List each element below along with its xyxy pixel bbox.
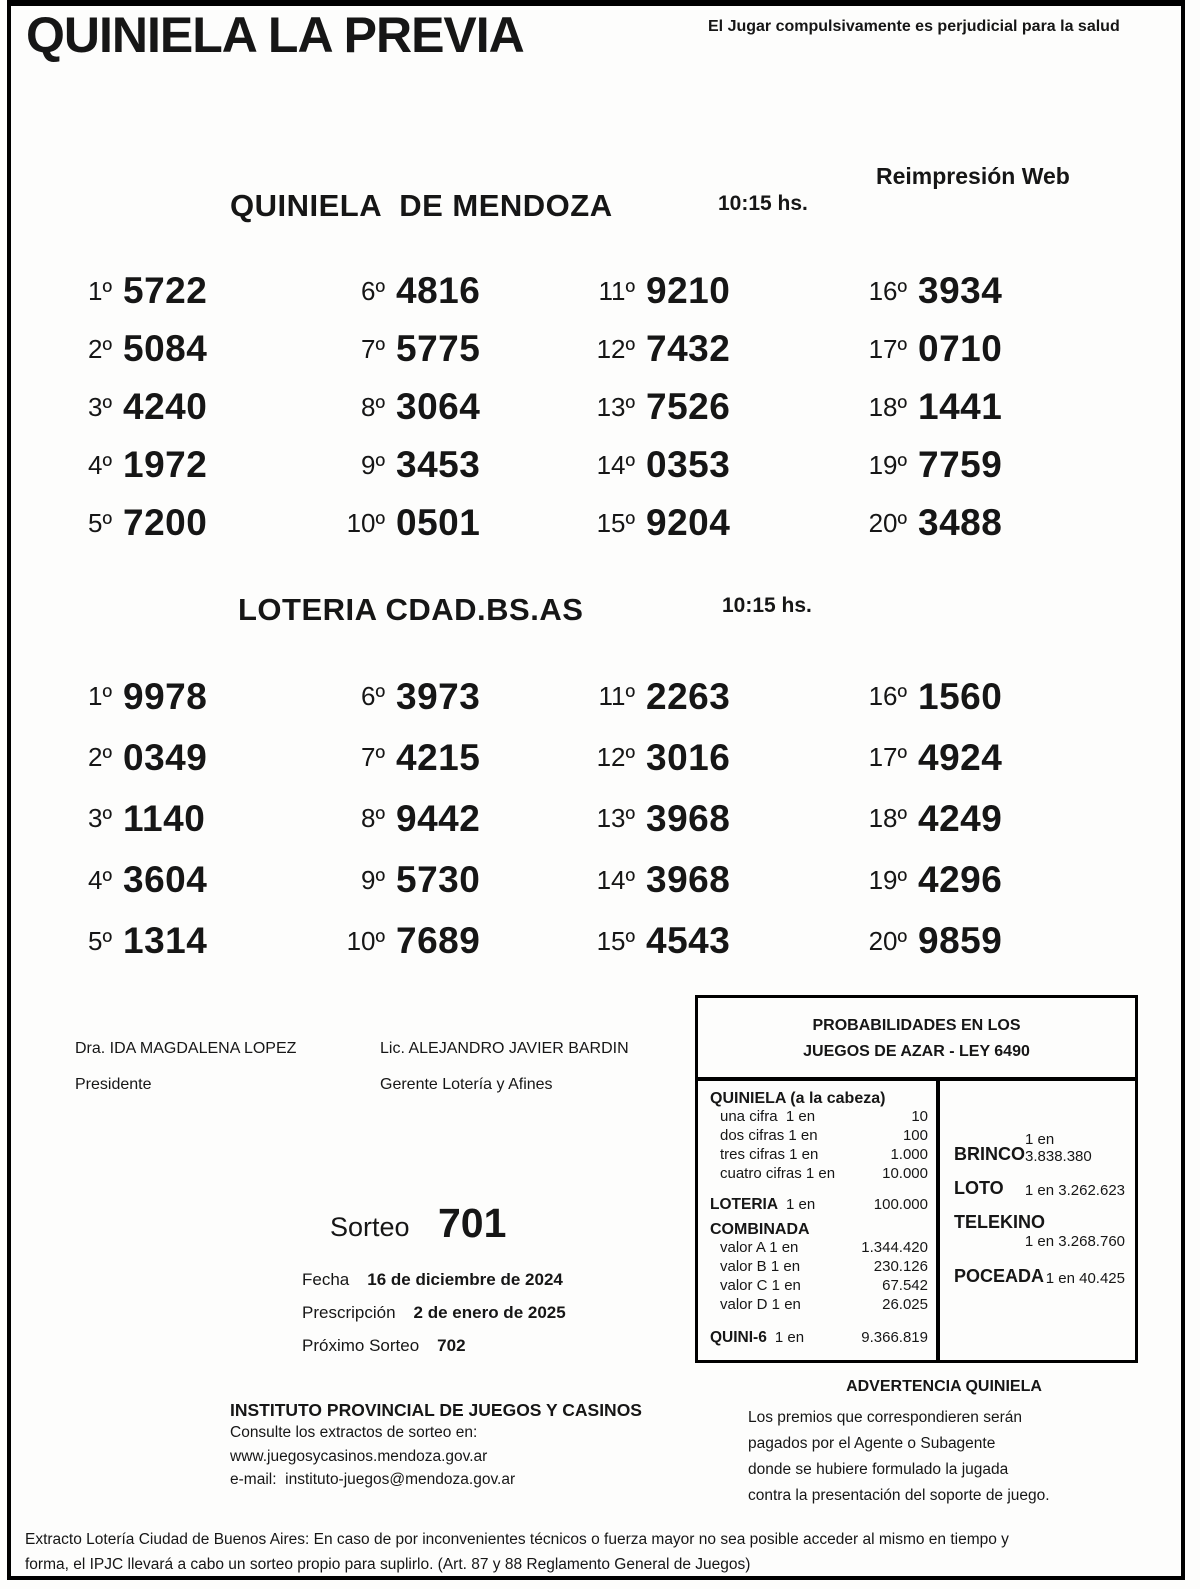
result-position: 17º	[868, 742, 907, 773]
result-item	[335, 378, 585, 436]
probability-label: valor A 1 en	[720, 1238, 799, 1256]
probability-label: valor D 1 en	[720, 1295, 801, 1313]
draw-time-bsas: 10:15 hs.	[722, 594, 812, 617]
result-position: 15º	[596, 925, 635, 956]
brinco-row	[954, 1131, 1125, 1165]
prescripcion-label: Prescripción	[302, 1303, 396, 1322]
result-position: 5º	[88, 925, 112, 956]
section-title-bsas: LOTERIA CDAD.BS.AS	[238, 592, 584, 627]
result-item	[62, 911, 335, 972]
poceada-label: POCEADA	[954, 1266, 1045, 1287]
result-item	[585, 320, 857, 378]
result-position: 6º	[361, 681, 385, 712]
result-item	[335, 666, 585, 727]
results-grid-mendoza	[62, 262, 1152, 552]
probability-label: una cifra 1 en	[720, 1108, 816, 1126]
combinada-header: COMBINADA	[710, 1220, 810, 1238]
draw-time-mendoza: 10:15 hs.	[718, 192, 808, 215]
loteria-probability-row	[710, 1195, 928, 1215]
result-item	[335, 850, 585, 911]
sorteo-number: 701	[438, 1200, 507, 1246]
result-position: 8º	[361, 391, 385, 422]
footer-note	[25, 1528, 1165, 1578]
probability-label: valor B 1 en	[720, 1257, 801, 1275]
institute-consult-line: Consulte los extractos de sorteo en:	[230, 1424, 478, 1441]
result-number: 4296	[918, 859, 1003, 901]
result-position: 8º	[361, 803, 385, 834]
advertencia-block	[748, 1378, 1140, 1509]
brinco-label: BRINCO	[954, 1144, 1025, 1165]
result-position: 14º	[596, 864, 635, 895]
result-number: 4215	[396, 736, 481, 778]
result-item	[62, 494, 335, 552]
institute-website: www.juegosycasinos.mendoza.gov.ar	[230, 1447, 488, 1465]
result-number: 1314	[123, 920, 208, 962]
result-item	[857, 436, 1152, 494]
result-item	[585, 494, 857, 552]
result-number: 9859	[918, 920, 1003, 962]
result-item	[62, 788, 335, 849]
result-item	[62, 436, 335, 494]
result-item	[585, 666, 857, 727]
result-number: 3453	[396, 444, 481, 485]
loto-value: 1 en 3.262.623	[1024, 1182, 1125, 1200]
result-item	[335, 320, 585, 378]
president-name: Dra. IDA MAGDALENA LOPEZ	[75, 1040, 297, 1057]
result-position: 2º	[88, 742, 112, 773]
result-number: 4249	[918, 797, 1003, 839]
result-number: 1140	[123, 797, 206, 839]
fecha-value: 16 de diciembre de 2024	[367, 1270, 563, 1289]
result-number: 3604	[123, 859, 208, 901]
result-number: 0349	[123, 736, 208, 778]
probability-row	[710, 1127, 928, 1146]
result-position: 15º	[596, 507, 635, 538]
probability-value: 10.000	[882, 1164, 928, 1182]
result-number: 5084	[123, 328, 208, 369]
result-number: 9978	[123, 675, 208, 717]
fecha-label: Fecha	[302, 1270, 350, 1289]
result-position: 5º	[88, 507, 112, 538]
loteria-value: 100.000	[873, 1195, 928, 1213]
quini6-value: 9.366.819	[861, 1329, 928, 1347]
result-item	[335, 911, 585, 972]
probability-label: dos cifras 1 en	[720, 1127, 818, 1145]
result-number: 2263	[646, 675, 731, 717]
result-item	[335, 494, 585, 552]
page-title: QUINIELA LA PREVIA	[26, 7, 524, 63]
prescripcion-row	[302, 1303, 566, 1323]
result-item	[585, 378, 857, 436]
result-item	[857, 378, 1152, 436]
advertencia-line: contra la presentación del soporte de juego.	[748, 1487, 1050, 1505]
result-item	[62, 850, 335, 911]
result-item	[857, 727, 1152, 788]
result-position: 11º	[598, 681, 635, 712]
poceada-row	[954, 1266, 1125, 1287]
section-title-mendoza: QUINIELA DE MENDOZA	[230, 188, 613, 223]
advertencia-line: pagados por el Agente o Subagente	[748, 1435, 996, 1453]
probability-value: 67.542	[882, 1276, 928, 1294]
result-item	[62, 727, 335, 788]
result-number: 5722	[123, 270, 208, 311]
probability-row	[710, 1239, 928, 1258]
results-grid-bsas	[62, 666, 1152, 972]
result-position: 6º	[361, 275, 385, 306]
result-number: 0353	[646, 444, 731, 485]
result-position: 16º	[868, 681, 907, 712]
loteria-label: LOTERIA	[710, 1195, 779, 1213]
result-position: 12º	[596, 333, 635, 364]
telekino-label: TELEKINO	[954, 1212, 1046, 1233]
result-position: 9º	[361, 449, 385, 480]
result-item	[62, 666, 335, 727]
result-item	[585, 911, 857, 972]
result-number: 4816	[396, 270, 481, 311]
probability-row	[710, 1108, 928, 1127]
probability-label: tres cifras 1 en	[720, 1145, 819, 1163]
result-item	[585, 727, 857, 788]
probability-value: 1.000	[890, 1145, 928, 1163]
manager-name: Lic. ALEJANDRO JAVIER BARDIN	[380, 1040, 629, 1057]
result-position: 1º	[88, 681, 112, 712]
probability-row	[710, 1277, 928, 1296]
quini6-label: QUINI-6	[710, 1329, 767, 1347]
email-label: e-mail:	[230, 1471, 277, 1489]
probability-label: valor C 1 en	[720, 1276, 801, 1294]
loto-row	[954, 1178, 1125, 1199]
result-position: 13º	[596, 391, 635, 422]
result-item	[62, 262, 335, 320]
probability-row	[710, 1296, 928, 1315]
result-number: 9442	[396, 797, 481, 839]
result-item	[335, 262, 585, 320]
result-number: 1972	[123, 444, 208, 485]
loteria-mid: 1 en	[786, 1195, 816, 1213]
result-number: 3968	[646, 859, 731, 901]
brinco-value: 1 en 3.838.380	[1025, 1131, 1092, 1166]
result-item	[857, 850, 1152, 911]
result-number: 5775	[396, 328, 481, 369]
result-position: 11º	[598, 275, 635, 306]
result-position: 20º	[868, 507, 907, 538]
result-position: 13º	[596, 803, 635, 834]
result-number: 4240	[123, 386, 208, 427]
probabilities-title-line2: JUEGOS DE AZAR - LEY 6490	[803, 1042, 1030, 1060]
loto-label: LOTO	[954, 1178, 1004, 1199]
probabilities-title	[698, 998, 1135, 1081]
result-number: 3016	[646, 736, 731, 778]
result-item	[857, 666, 1152, 727]
proximo-sorteo-label: Próximo Sorteo	[302, 1336, 420, 1355]
result-position: 4º	[88, 864, 112, 895]
probabilities-body	[698, 1081, 1135, 1360]
result-number: 1560	[918, 675, 1003, 717]
footer-line: Extracto Lotería Ciudad de Buenos Aires: En caso de por inconvenientes técnicos o fuerza mayor no sea posible acceder al mismo en tiempo y	[25, 1531, 1009, 1548]
result-item	[857, 494, 1152, 552]
result-item	[585, 436, 857, 494]
result-position: 1º	[88, 275, 112, 306]
result-item	[585, 262, 857, 320]
result-position: 14º	[596, 449, 635, 480]
result-position: 18º	[868, 391, 907, 422]
result-number: 4543	[646, 920, 731, 962]
institute-name: INSTITUTO PROVINCIAL DE JUEGOS Y CASINOS	[230, 1400, 642, 1420]
health-warning-text: El Jugar compulsivamente es perjudicial para la salud	[708, 18, 1120, 35]
result-item	[335, 727, 585, 788]
result-number: 3973	[396, 675, 481, 717]
result-number: 4924	[918, 736, 1003, 778]
probabilities-left-column	[698, 1081, 940, 1360]
result-number: 3064	[396, 386, 481, 427]
result-number: 9210	[646, 270, 731, 311]
result-position: 4º	[88, 449, 112, 480]
result-position: 18º	[868, 803, 907, 834]
probabilities-box	[695, 995, 1138, 1363]
result-item	[857, 320, 1152, 378]
probability-row	[710, 1165, 928, 1184]
probability-row	[710, 1258, 928, 1277]
probability-value: 26.025	[882, 1295, 928, 1313]
result-item	[62, 320, 335, 378]
result-position: 20º	[868, 925, 907, 956]
result-position: 17º	[868, 333, 907, 364]
result-number: 3934	[918, 270, 1003, 311]
president-role: Presidente	[75, 1076, 152, 1093]
probability-value: 100	[902, 1127, 928, 1145]
result-position: 19º	[868, 449, 907, 480]
result-position: 16º	[868, 275, 907, 306]
result-item	[857, 262, 1152, 320]
result-number: 3968	[646, 797, 731, 839]
result-position: 10º	[346, 507, 385, 538]
result-item	[857, 788, 1152, 849]
probability-value: 10	[911, 1108, 928, 1126]
result-position: 10º	[346, 925, 385, 956]
fecha-row	[302, 1270, 563, 1290]
proximo-sorteo-value: 702	[437, 1336, 466, 1355]
poceada-value: 1 en 40.425	[1045, 1270, 1125, 1288]
result-number: 1441	[918, 386, 1003, 427]
quiniela-header: QUINIELA (a la cabeza)	[710, 1090, 886, 1108]
probability-row	[710, 1146, 928, 1165]
probability-value: 1.344.420	[861, 1238, 928, 1256]
result-number: 7200	[123, 502, 208, 543]
result-position: 19º	[868, 864, 907, 895]
probabilities-title-line1: PROBABILIDADES EN LOS	[812, 1017, 1021, 1034]
result-position: 7º	[361, 333, 385, 364]
result-position: 3º	[88, 391, 112, 422]
quini6-probability-row	[710, 1328, 928, 1348]
result-item	[585, 788, 857, 849]
result-number: 9204	[646, 502, 731, 543]
result-position: 9º	[361, 864, 385, 895]
probability-value: 230.126	[873, 1257, 928, 1275]
telekino-value: 1 en 3.268.760	[1024, 1233, 1125, 1251]
result-item	[585, 850, 857, 911]
result-position: 12º	[596, 742, 635, 773]
result-number: 7526	[646, 386, 731, 427]
prescripcion-value: 2 de enero de 2025	[413, 1303, 566, 1322]
result-item	[62, 378, 335, 436]
result-number: 0710	[918, 328, 1003, 369]
result-position: 7º	[361, 742, 385, 773]
sorteo-label: Sorteo	[330, 1212, 410, 1242]
result-number: 3488	[918, 502, 1003, 543]
institute-email-row	[230, 1468, 642, 1492]
reprint-web-label: Reimpresión Web	[876, 163, 1070, 189]
advertencia-title: ADVERTENCIA QUINIELA	[846, 1378, 1042, 1395]
institute-block	[230, 1400, 642, 1492]
result-number: 7759	[918, 444, 1003, 485]
quini6-mid: 1 en	[774, 1329, 805, 1347]
result-number: 0501	[396, 502, 481, 543]
result-item	[335, 436, 585, 494]
proximo-sorteo-row	[302, 1336, 466, 1356]
email-address: instituto-juegos@mendoza.gov.ar	[285, 1471, 516, 1489]
result-number: 7689	[396, 920, 481, 962]
result-position: 3º	[88, 803, 112, 834]
advertencia-line: Los premios que correspondieren serán	[748, 1409, 1022, 1426]
result-item	[857, 911, 1152, 972]
footer-line: forma, el IPJC llevará a cabo un sorteo propio para suplirlo. (Art. 87 y 88 Reglamento General de Juegos)	[25, 1555, 751, 1573]
result-number: 5730	[396, 859, 481, 901]
probabilities-right-column	[940, 1081, 1135, 1360]
result-item	[335, 788, 585, 849]
result-position: 2º	[88, 333, 112, 364]
advertencia-line: donde se hubiere formulado la jugada	[748, 1461, 1009, 1479]
probability-label: cuatro cifras 1 en	[720, 1164, 836, 1182]
manager-role: Gerente Lotería y Afines	[380, 1076, 553, 1093]
result-number: 7432	[646, 328, 731, 369]
